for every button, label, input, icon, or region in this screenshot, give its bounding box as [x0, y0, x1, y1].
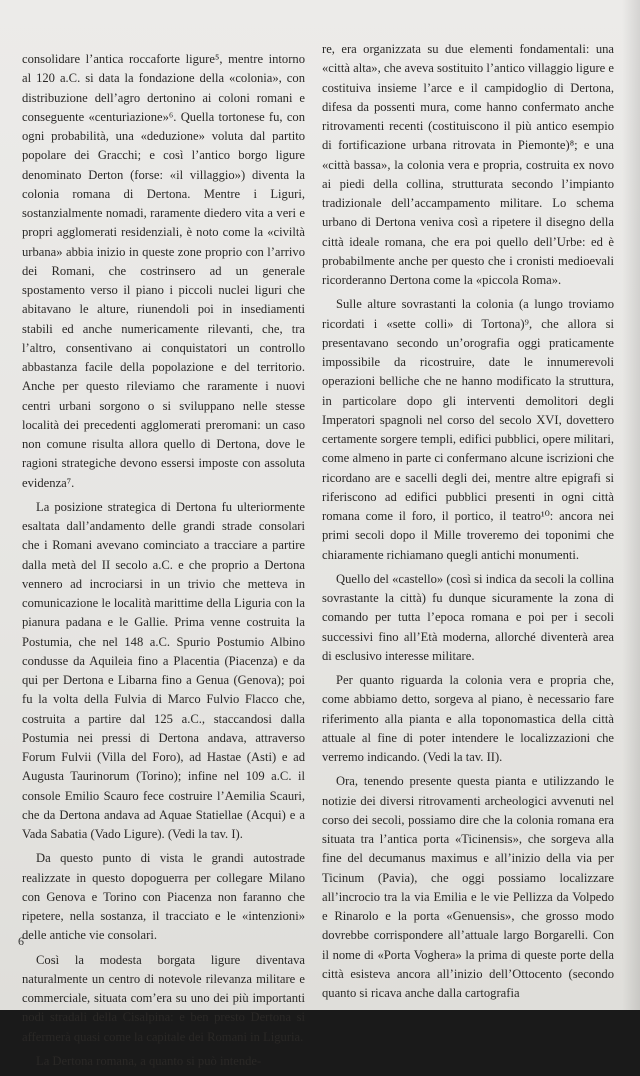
- right-column: [322, 40, 614, 1008]
- page-edge-shadow: [622, 0, 640, 1010]
- right-paragraph-4: Per quanto riguarda la colonia vera e propria che, come abbiamo detto, sorgeva al piano, è necessario fare riferimento alla pianta e alla toponomastica della città attuale al fine di poter intendere le localizzazioni che verremo indicando. (Vedi la tav. II).: [322, 673, 614, 764]
- page-number: 6: [18, 934, 24, 948]
- right-paragraph-5: Ora, tenendo presente questa pianta e utilizzando le notizie dei diversi ritrovamenti archeologici avvenuti nel corso dei secoli, possiamo dire che la colonia romana era situata tra l’antica porta «Ticinensis», che sorgeva alla fine del decumanus maximus e all’inizio della via per Ticinum (Pavia), che oggi possiamo localizzare all’incrocio tra la via Emilia e le vie Pellizza da Volpedo e Rinarolo e la porta «Genuensis», che grosso modo dovrebbe corrispondere all’attuale largo Borgarelli. Con il nome di «Porta Voghera» la prima di queste porte della città esisteva ancora all’inizio dell’Ottocento (secondo quanto si ricava anche dalla cartografia: [322, 774, 614, 1000]
- left-column: [22, 50, 305, 1076]
- right-paragraph-2: Sulle alture sovrastanti la colonia (a lungo troviamo ricordati i «sette colli» di Tortona)⁹, che allora si presentavano secondo un’orografia oggi praticamente impossibile da ricostruire, date le innumerevoli operazioni belliche che ne hanno modificato la struttura, in particolare dopo gli interventi demolitori degli Imperatori spagnoli nel corso del secolo XVI, dovettero certamente sorgere templi, edifici pubblici, opere militari, come almeno in parte ci confermano alcune iscrizioni che ricordano are e sacelli degli dei, mentre altre epigrafi si riferiscono ad edifici pubblici presenti in ogni città romana come il foro, il portico, il teatro¹⁰: ancora nei primi secoli dopo il Mille troveremo dei toponimi che chiaramente richiamano quegli antichi monumenti.: [322, 297, 614, 562]
- left-paragraph-1: consolidare l’antica roccaforte ligure⁵, mentre intorno al 120 a.C. si data la fondazione della «colonia», con distribuzione dell’agro dertonino ai coloni romani e conseguente «centuriazione»⁶. Quella tortonese fu, con ogni probabilità, una «deduzione» voluta dal partito popolare dei Gracchi; e così l’antico borgo ligure denominato Derton (forse: «il villaggio») diventa la colonia romana di Dertona. Mentre i Liguri, sostanzialmente nomadi, raramente diedero vita a veri e propri agglomerati residenziali, è noto come la «civiltà urbana» abbia inizio in queste zone proprio con l’arrivo dei Romani, che costrinsero ad un generale spostamento verso il piano i piccoli nuclei liguri che abitavano le alture, riunendoli poi in insediamenti stabili ed anche numericamente rilevanti, che, tra l’altro, consentivano ai conquistatori un controllo abbastanza facile della popolazione e del territorio. Anche per questo rileviamo che raramente i nuovi centri urbani sorgono o si sviluppano nelle stesse località dei precedenti agglomerati preromani: un caso non comune risulta allora quello di Dertona, dove le ragioni strategiche devono essersi imposte con assoluta evidenza⁷.: [22, 52, 305, 490]
- left-paragraph-2: La posizione strategica di Dertona fu ulteriormente esaltata dall’andamento delle grandi strade consolari che i Romani avevano cominciato a tracciare a partire dalla metà del II secolo a.C. e che proprio a Dertona vennero ad incrociarsi in un trivio che metteva in comunicazione le località marittime della Liguria con la pianura padana e le Gallie. Prima venne costruita la Postumia, che nel 148 a.C. Spurio Postumio Albino condusse da Aquileia fino a Placentia (Piacenza) e da qui per Dertona e Libarna fino a Genua (Genova); poi fu la volta della Fulvia di Marco Fulvio Flacco che, costruita a partire dal 125 a.C., staccandosi dalla Postumia nei pressi di Dertona andava, attraverso Forum Fulvii (Villa del Foro), ad Hastae (Asti) e ad Augusta Taurinorum (Torino); infine nel 109 a.C. il console Emilio Scauro fece costruire l’Aemilia Scauri, che da Dertona andava ad Aquae Statiellae (Acqui) e a Vada Sabatia (Vado Ligure). (Vedi la tav. I).: [22, 499, 305, 841]
- left-paragraph-3: Da questo punto di vista le grandi autostrade realizzate in questo dopoguerra per collegare Milano con Genova e Torino con Piacenza non faranno che ripetere, nella sostanza, il tracciato e le «intenzioni» delle antiche vie consolari.: [22, 851, 305, 943]
- right-paragraph-3: Quello del «castello» (così si indica da secoli la collina sovrastante la città) fu dunque sicuramente la zona di comando per tutta l’epoca romana e poi per i secoli successivi fino all’Età moderna, allorché diventerà area di esclusivo interesse militare.: [322, 571, 614, 663]
- left-paragraph-5: La Dertona romana, a quanto si può intende-: [36, 1053, 262, 1068]
- left-paragraph-4: Così la modesta borgata ligure diventava naturalmente un centro di notevole rilevanza militare e commerciale, situata com’era su uno dei più importanti nodi stradali della Cisalpina: e ben presto Dertona si affermerà quasi come la capitale dei Romani in Liguria.: [22, 952, 305, 1044]
- right-paragraph-1: re, era organizzata su due elementi fondamentali: una «città alta», che aveva sostituito l’antico villaggio ligure e costituiva insieme l’arce e il campidoglio di Dertona, difesa da possenti mura, come hanno confermato anche ritrovamenti recenti (costituiscono il più antico esempio di fortificazione urbana ritrovata in Piemonte)⁸; e una «città bassa», la colonia vera e propria, costruita ex novo ai piedi della collina, strutturata secondo l’impianto tradizionale dell’accampamento militare. Lo schema urbano di Dertona veniva così a ripetere il disegno della città ideale romana, che era poi quello dell’Urbe: ed è probabilmente anche per questo che i cronisti medioevali ricorderanno Dertona come la «piccola Roma».: [322, 42, 615, 287]
